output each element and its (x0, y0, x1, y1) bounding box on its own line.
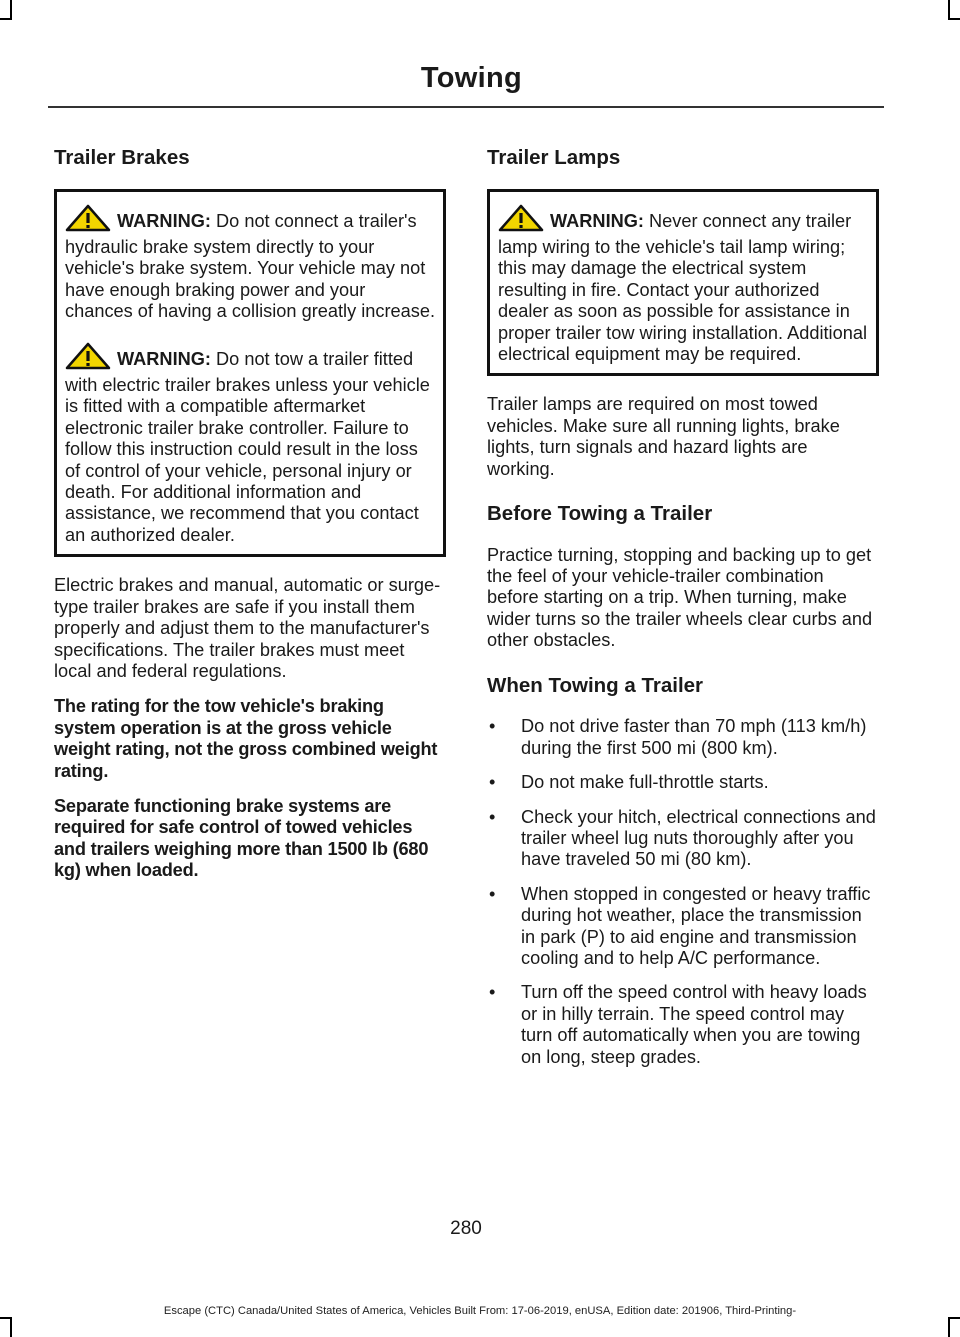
warning-label: WARNING: (550, 210, 644, 231)
bullet-glyph: • (489, 716, 496, 737)
warning-box (487, 189, 879, 377)
list-item-text: Do not drive faster than 70 mph (113 km/h) during the first 500 mi (800 km). (521, 716, 867, 758)
warning-text: Do not tow a trailer fitted with electric trailer brakes unless your vehicle is fitted with a compatible aftermarket electronic trailer brake controller. Failure to follow this instruction could result in the loss of control of your vehicle, personal injury or death. For additional information and assistance, we recommend that you contact an authorized dealer. (65, 348, 430, 545)
list-item-text: Check your hitch, electrical connections and trailer wheel lug nuts thoroughly after you have traveled 50 mi (80 km). (521, 806, 876, 870)
crop-mark (10, 0, 12, 20)
list-item-text: Do not make full-throttle starts. (521, 772, 769, 793)
right-column (487, 146, 879, 1081)
crop-mark (948, 0, 950, 20)
warning-triangle-icon (65, 342, 111, 375)
warning-paragraph (65, 342, 437, 547)
warning-text: Do not connect a trailer's hydraulic brake system directly to your vehicle's brake system. Your vehicle may not have enough braking power and your chances of having a collision greatly increase. (65, 210, 436, 322)
warning-paragraph (498, 204, 870, 366)
list-item-text: Turn off the speed control with heavy loads or in hilly terrain. The speed control may turn off automatically when you are towing on long, steep grades. (521, 982, 867, 1067)
warning-box (54, 189, 446, 558)
section-heading-when-towing: When Towing a Trailer (487, 673, 704, 697)
warning-triangle-icon (498, 204, 544, 237)
page-number: 280 (450, 1218, 482, 1239)
bold-paragraph: Separate functioning brake systems are required for safe control of towed vehicles and trailers weighing more than 1500 lb (680 kg) when loaded. (54, 795, 429, 881)
body-paragraph: Trailer lamps are required on most towed vehicles. Make sure all running lights, brake lights, turn signals and hazard lights are working. (487, 394, 840, 479)
section-heading-trailer-lamps: Trailer Lamps (487, 146, 621, 169)
list-item (487, 884, 879, 970)
list-item-text: When stopped in congested or heavy traffic during hot weather, place the transmission in park (P) to aid engine and transmission cooling and to help A/C performance. (521, 883, 871, 968)
section-heading-trailer-brakes: Trailer Brakes (54, 146, 190, 169)
header-divider (48, 106, 884, 108)
crop-mark (10, 1317, 12, 1337)
warning-paragraph (65, 204, 437, 323)
page-title: Towing (420, 62, 522, 94)
crop-mark (948, 1317, 950, 1337)
bullet-glyph: • (489, 883, 496, 904)
list-item (487, 982, 879, 1068)
warning-label: WARNING: (117, 348, 211, 369)
crop-mark (0, 1317, 12, 1319)
bullet-list (487, 716, 879, 1068)
list-item (487, 772, 879, 793)
body-paragraph: Electric brakes and manual, automatic or surge-type trailer brakes are safe if you install them properly and adjust them to the manufacturer's specifications. The trailer brakes must meet local and federal regulations. (54, 575, 441, 681)
warning-text: Never connect any trailer lamp wiring to the vehicle's tail lamp wiring; this may damage the electrical system resulting in fire. Contact your authorized dealer as soon as possible for assistance in proper trailer tow wiring installation. Additional electrical equipment may be required. (498, 210, 867, 365)
footer-text: Escape (CTC) Canada/United States of America, Vehicles Built From: 17-06-2019, enUSA, Edition date: 201906, Third-Printing- (163, 1305, 797, 1317)
warning-triangle-icon (65, 204, 111, 237)
bullet-glyph: • (489, 982, 496, 1003)
list-item (487, 807, 879, 871)
bullet-glyph: • (489, 772, 496, 793)
crop-mark (0, 18, 12, 20)
list-item (487, 716, 879, 759)
warning-label: WARNING: (117, 210, 211, 231)
left-column (54, 146, 446, 896)
body-paragraph: Practice turning, stopping and backing up to get the feel of your vehicle-trailer combination before starting on a trip. When turning, make wider turns so the trailer wheels clear curbs and other obstacles. (487, 544, 873, 651)
section-heading-before-towing: Before Towing a Trailer (487, 502, 713, 526)
crop-mark (948, 1317, 960, 1319)
bullet-glyph: • (489, 806, 496, 827)
bold-paragraph: The rating for the tow vehicle's braking system operation is at the gross vehicle weight rating, not the gross combined weight rating. (54, 696, 438, 781)
crop-mark (948, 18, 960, 20)
